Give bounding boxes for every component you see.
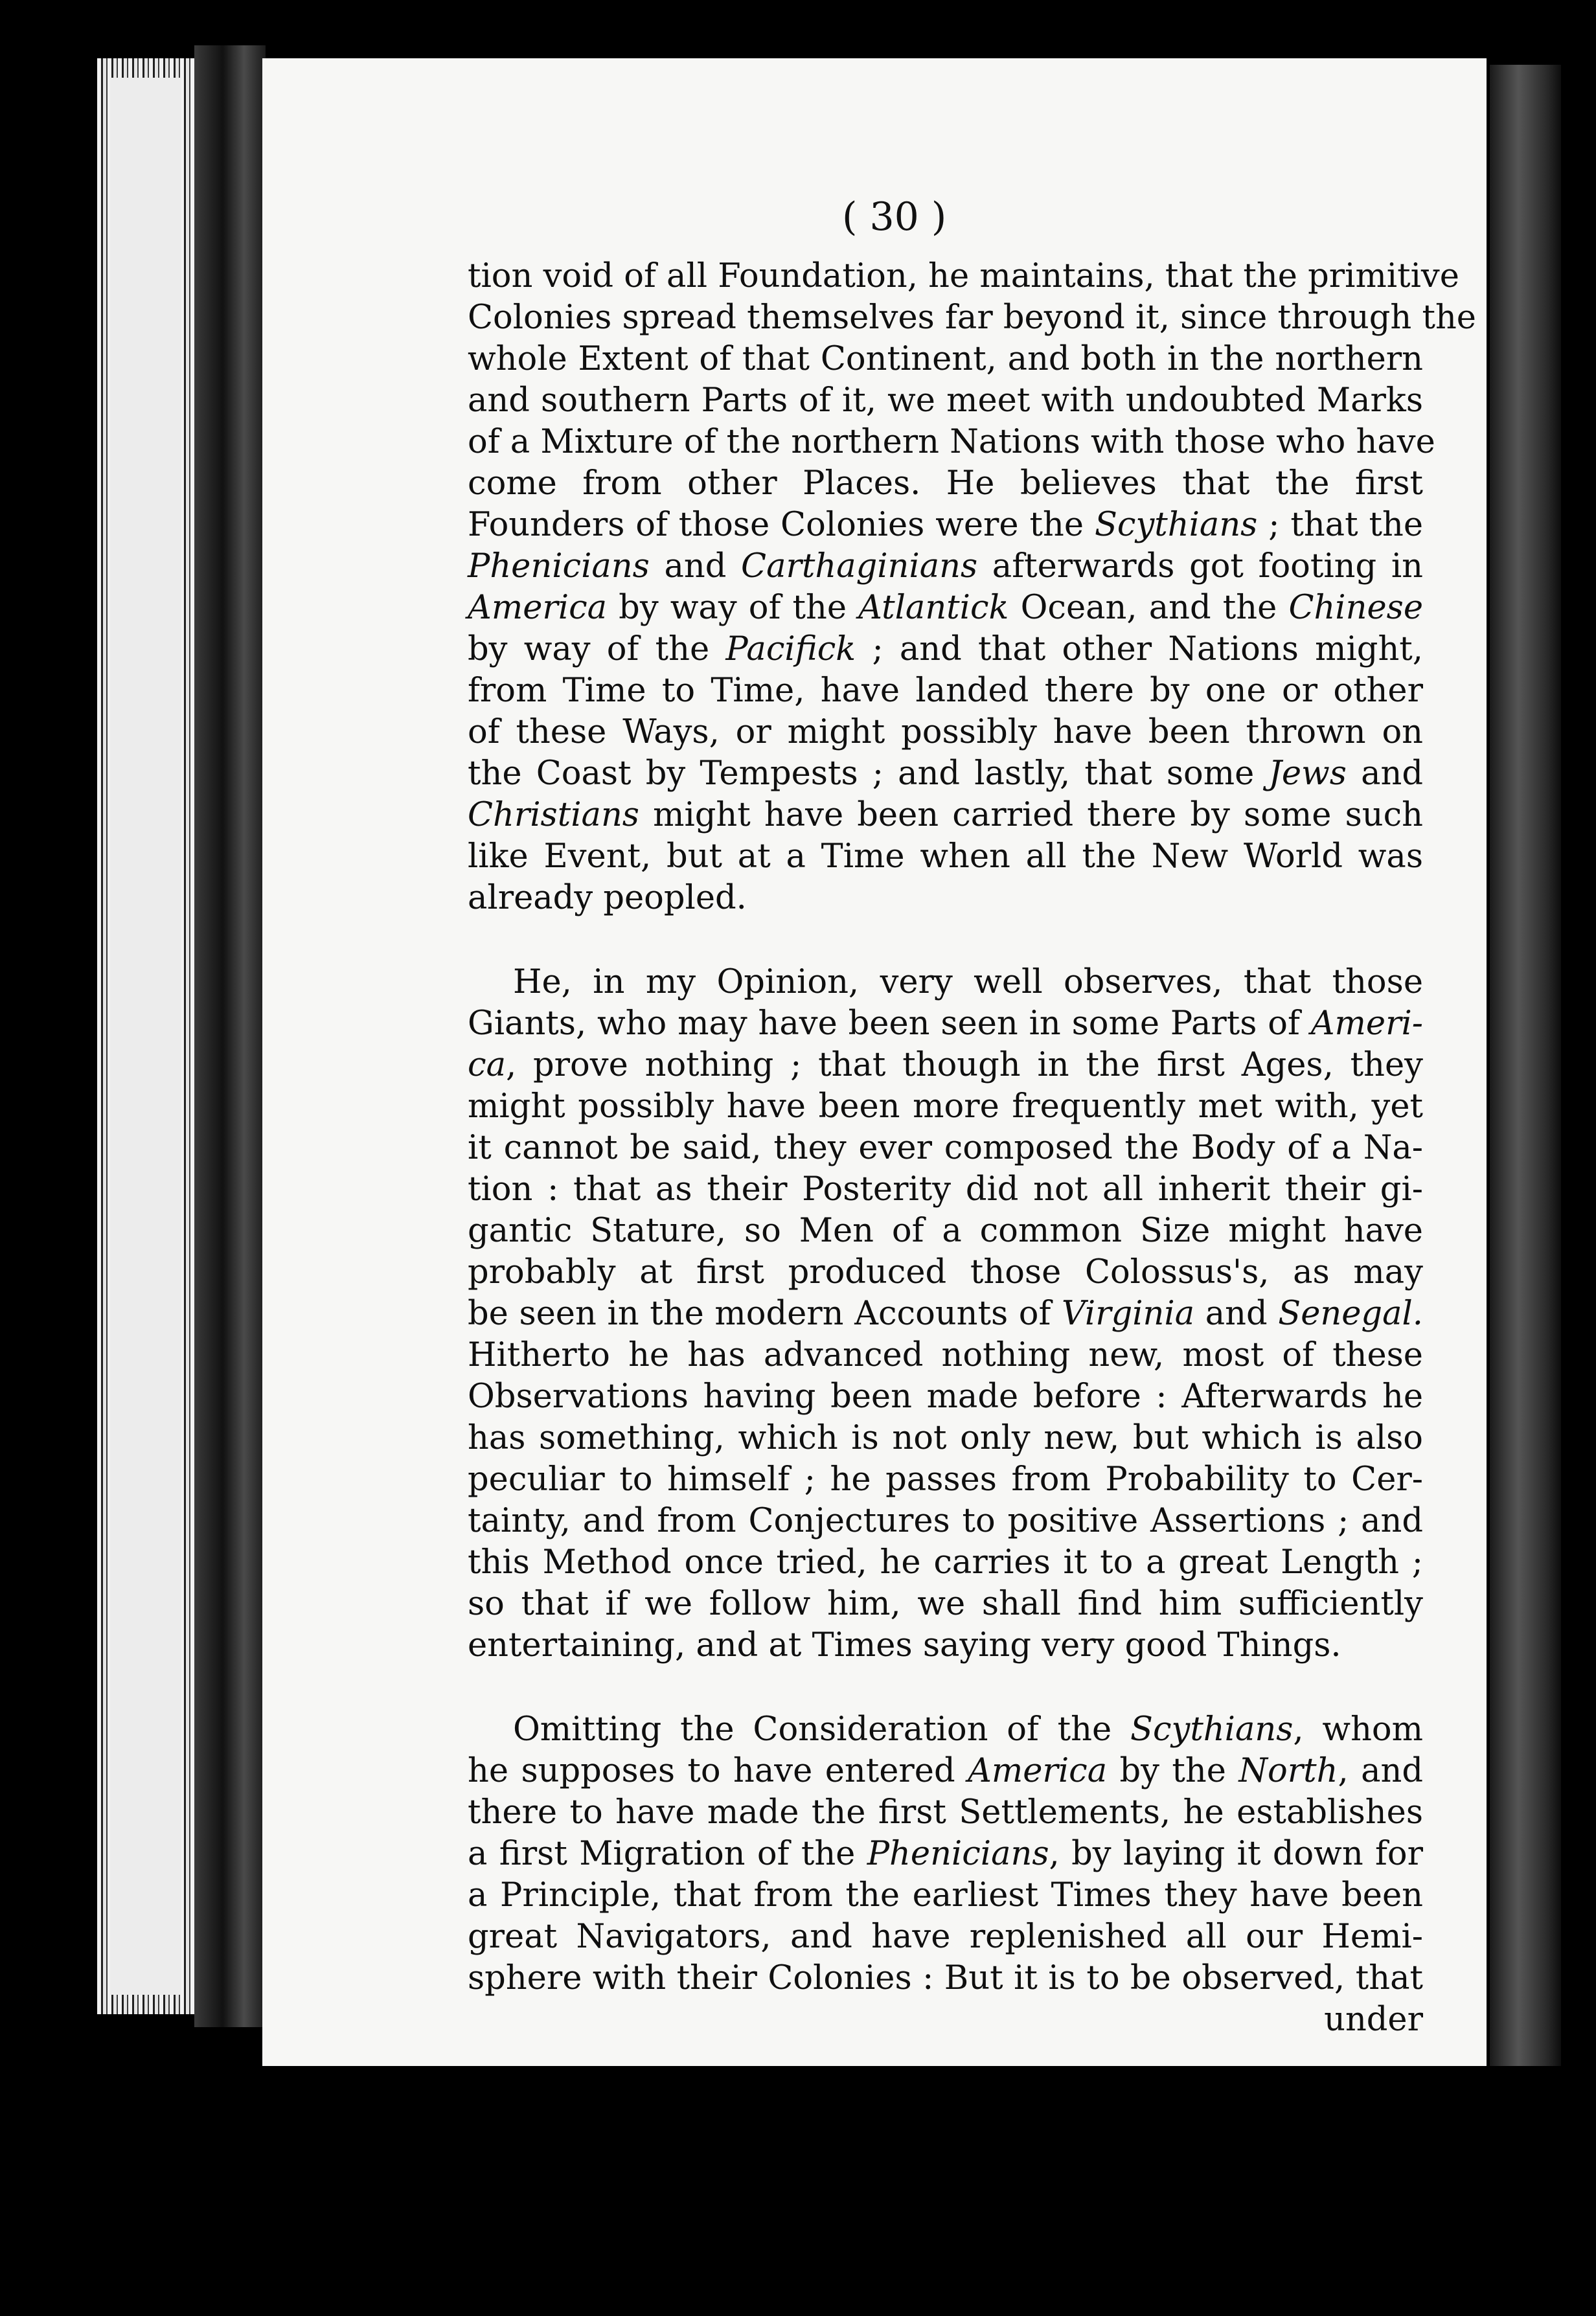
roman-text: Giants, who may have been seen in some Parts of: [468, 1005, 1311, 1043]
roman-text: tion : that as their Posterity did not all inherit their gi-: [468, 1170, 1423, 1209]
text-line: [468, 1916, 1423, 1958]
text-line: [468, 587, 1423, 629]
text-line: [468, 1086, 1423, 1128]
text-line: [468, 1128, 1423, 1169]
roman-text: come from other Places. He believes that the first: [468, 464, 1423, 503]
roman-text: and: [1194, 1295, 1279, 1333]
italic-text: Jews: [1268, 755, 1347, 793]
roman-text: and southern Parts of it, we meet with undoubted Marks: [468, 381, 1423, 420]
page-number: ( 30 ): [842, 194, 947, 240]
roman-text: be seen in the modern Accounts of: [468, 1295, 1062, 1333]
text-line: [468, 1418, 1423, 1459]
roman-text: so that if we follow him, we shall find him sufficiently: [468, 1585, 1423, 1623]
roman-text: ; and that other Nations might,: [856, 630, 1423, 668]
paragraph: [468, 962, 1423, 1666]
text-line: [468, 1751, 1423, 1792]
roman-text: ; that the: [1257, 506, 1423, 544]
text-line: [468, 1293, 1423, 1335]
roman-text: this Method once tried, he carries it to a great Length ;: [468, 1543, 1423, 1582]
text-line: [468, 1875, 1423, 1916]
roman-text: the Coast by Tempests ; and lastly, that some: [468, 755, 1269, 793]
roman-text: whole Extent of that Continent, and both in the northern: [468, 340, 1423, 378]
roman-text: entertaining, and at Times saying very good Things.: [468, 1626, 1341, 1664]
roman-text: probably at first produced those Colossus's, as may: [468, 1253, 1423, 1291]
text-line: [468, 339, 1423, 380]
italic-text: Phenicians: [468, 547, 650, 585]
binding-gutter: [194, 45, 266, 2027]
roman-text: , by laying it down for: [1049, 1835, 1423, 1873]
page-edges-right: [1490, 65, 1561, 2066]
text-line: [468, 836, 1423, 878]
roman-text: and: [1346, 755, 1423, 793]
text-line: [468, 422, 1435, 463]
italic-text: Virginia: [1061, 1295, 1195, 1333]
roman-text: of these Ways, or might possibly have been thrown on: [468, 713, 1423, 751]
text-line: [468, 1709, 1423, 1751]
text-line: [468, 463, 1423, 505]
text-line: [468, 712, 1423, 753]
roman-text: sphere with their Colonies : But it is to be observed, that: [468, 1959, 1423, 1997]
roman-text: , whom: [1293, 1710, 1423, 1749]
roman-text: , and: [1338, 1752, 1423, 1790]
text-line: [468, 256, 1459, 297]
italic-text: America: [968, 1752, 1108, 1790]
roman-text: Ocean, and the: [1009, 589, 1289, 627]
text-line: [468, 1542, 1423, 1584]
roman-text: Colonies spread themselves far beyond it, since through the: [468, 299, 1476, 337]
roman-text: Founders of those Colonies were the: [468, 506, 1095, 544]
italic-text: Chinese: [1288, 589, 1423, 627]
text-line: [468, 1376, 1423, 1418]
text-line: [468, 1584, 1423, 1625]
roman-text: He, in my Opinion, very well observes, that those: [513, 963, 1423, 1001]
text-line: [468, 670, 1423, 712]
italic-text: ca: [468, 1046, 506, 1084]
text-line: [468, 1501, 1423, 1542]
paragraph: [468, 1709, 1423, 1999]
text-line: [468, 878, 1423, 919]
text-line: [468, 1834, 1423, 1875]
italic-text: North: [1238, 1752, 1338, 1790]
roman-text: like Event, but at a Time when all the New World was: [468, 837, 1423, 876]
text-line: [468, 1792, 1423, 1834]
roman-text: by way of the: [468, 630, 726, 668]
text-line: [468, 1958, 1423, 1999]
roman-text: Hitherto he has advanced nothing new, most of these: [468, 1336, 1423, 1374]
text-line: [468, 1625, 1423, 1666]
text-line: [468, 795, 1423, 836]
italic-text: Christians: [468, 796, 639, 834]
roman-text: there to have made the first Settlements, he establishes: [468, 1793, 1423, 1832]
roman-text: afterwards got footing in: [977, 547, 1423, 585]
italic-text: Atlantick: [858, 589, 1009, 627]
body-text: [468, 256, 1476, 2041]
text-line: [468, 1252, 1423, 1293]
text-line: [468, 1459, 1423, 1501]
italic-text: Senegal.: [1278, 1295, 1424, 1333]
roman-text: might possibly have been more frequently met with, yet: [468, 1087, 1423, 1126]
italic-text: Ameri-: [1310, 1005, 1423, 1043]
roman-text: great Navigators, and have replenished all our Hemi-: [468, 1918, 1423, 1956]
roman-text: a first Migration of the: [468, 1835, 867, 1873]
text-line: [468, 1210, 1423, 1252]
italic-text: America: [468, 589, 608, 627]
roman-text: it cannot be said, they ever composed the Body of a Na-: [468, 1129, 1423, 1167]
text-line: [468, 546, 1423, 587]
text-line: [468, 380, 1423, 422]
roman-text: might have been carried there by some such: [639, 796, 1423, 834]
text-line: [468, 1335, 1423, 1376]
roman-text: tion void of all Foundation, he maintains, that the primitive: [468, 257, 1459, 295]
italic-text: Scythians: [1094, 506, 1258, 544]
italic-text: Phenicians: [867, 1835, 1049, 1873]
roman-text: Omitting the Consideration of the: [513, 1710, 1130, 1749]
roman-text: by the: [1107, 1752, 1239, 1790]
paragraph: [468, 256, 1476, 919]
italic-text: Scythians: [1130, 1710, 1294, 1749]
text-line: [468, 1169, 1423, 1210]
catchword: under: [1324, 2001, 1423, 2039]
text-line: [468, 505, 1423, 546]
roman-text: peculiar to himself ; he passes from Probability to Cer-: [468, 1460, 1423, 1499]
text-line: [468, 1045, 1423, 1086]
roman-text: by way of the: [607, 589, 859, 627]
text-line: [468, 1003, 1423, 1045]
roman-text: and: [649, 547, 742, 585]
roman-text: , prove nothing ; that though in the first Ages, they: [505, 1046, 1423, 1084]
roman-text: he supposes to have entered: [468, 1752, 968, 1790]
text-line: [468, 297, 1476, 339]
roman-text: of a Mixture of the northern Nations with those who have: [468, 423, 1435, 461]
roman-text: already peopled.: [468, 879, 747, 917]
italic-text: Carthaginians: [741, 547, 978, 585]
text-line: [468, 629, 1423, 670]
roman-text: has something, which is not only new, but which is also: [468, 1419, 1423, 1457]
roman-text: tainty, and from Conjectures to positive Assertions ; and: [468, 1502, 1423, 1540]
text-line: [468, 753, 1423, 795]
text-line: [468, 962, 1423, 1003]
roman-text: from Time to Time, have landed there by one or other: [468, 672, 1423, 710]
roman-text: Observations having been made before : Afterwards he: [468, 1378, 1423, 1416]
roman-text: a Principle, that from the earliest Times they have been: [468, 1876, 1423, 1914]
roman-text: gantic Stature, so Men of a common Size might have: [468, 1212, 1423, 1250]
italic-text: Pacifick: [725, 630, 856, 668]
